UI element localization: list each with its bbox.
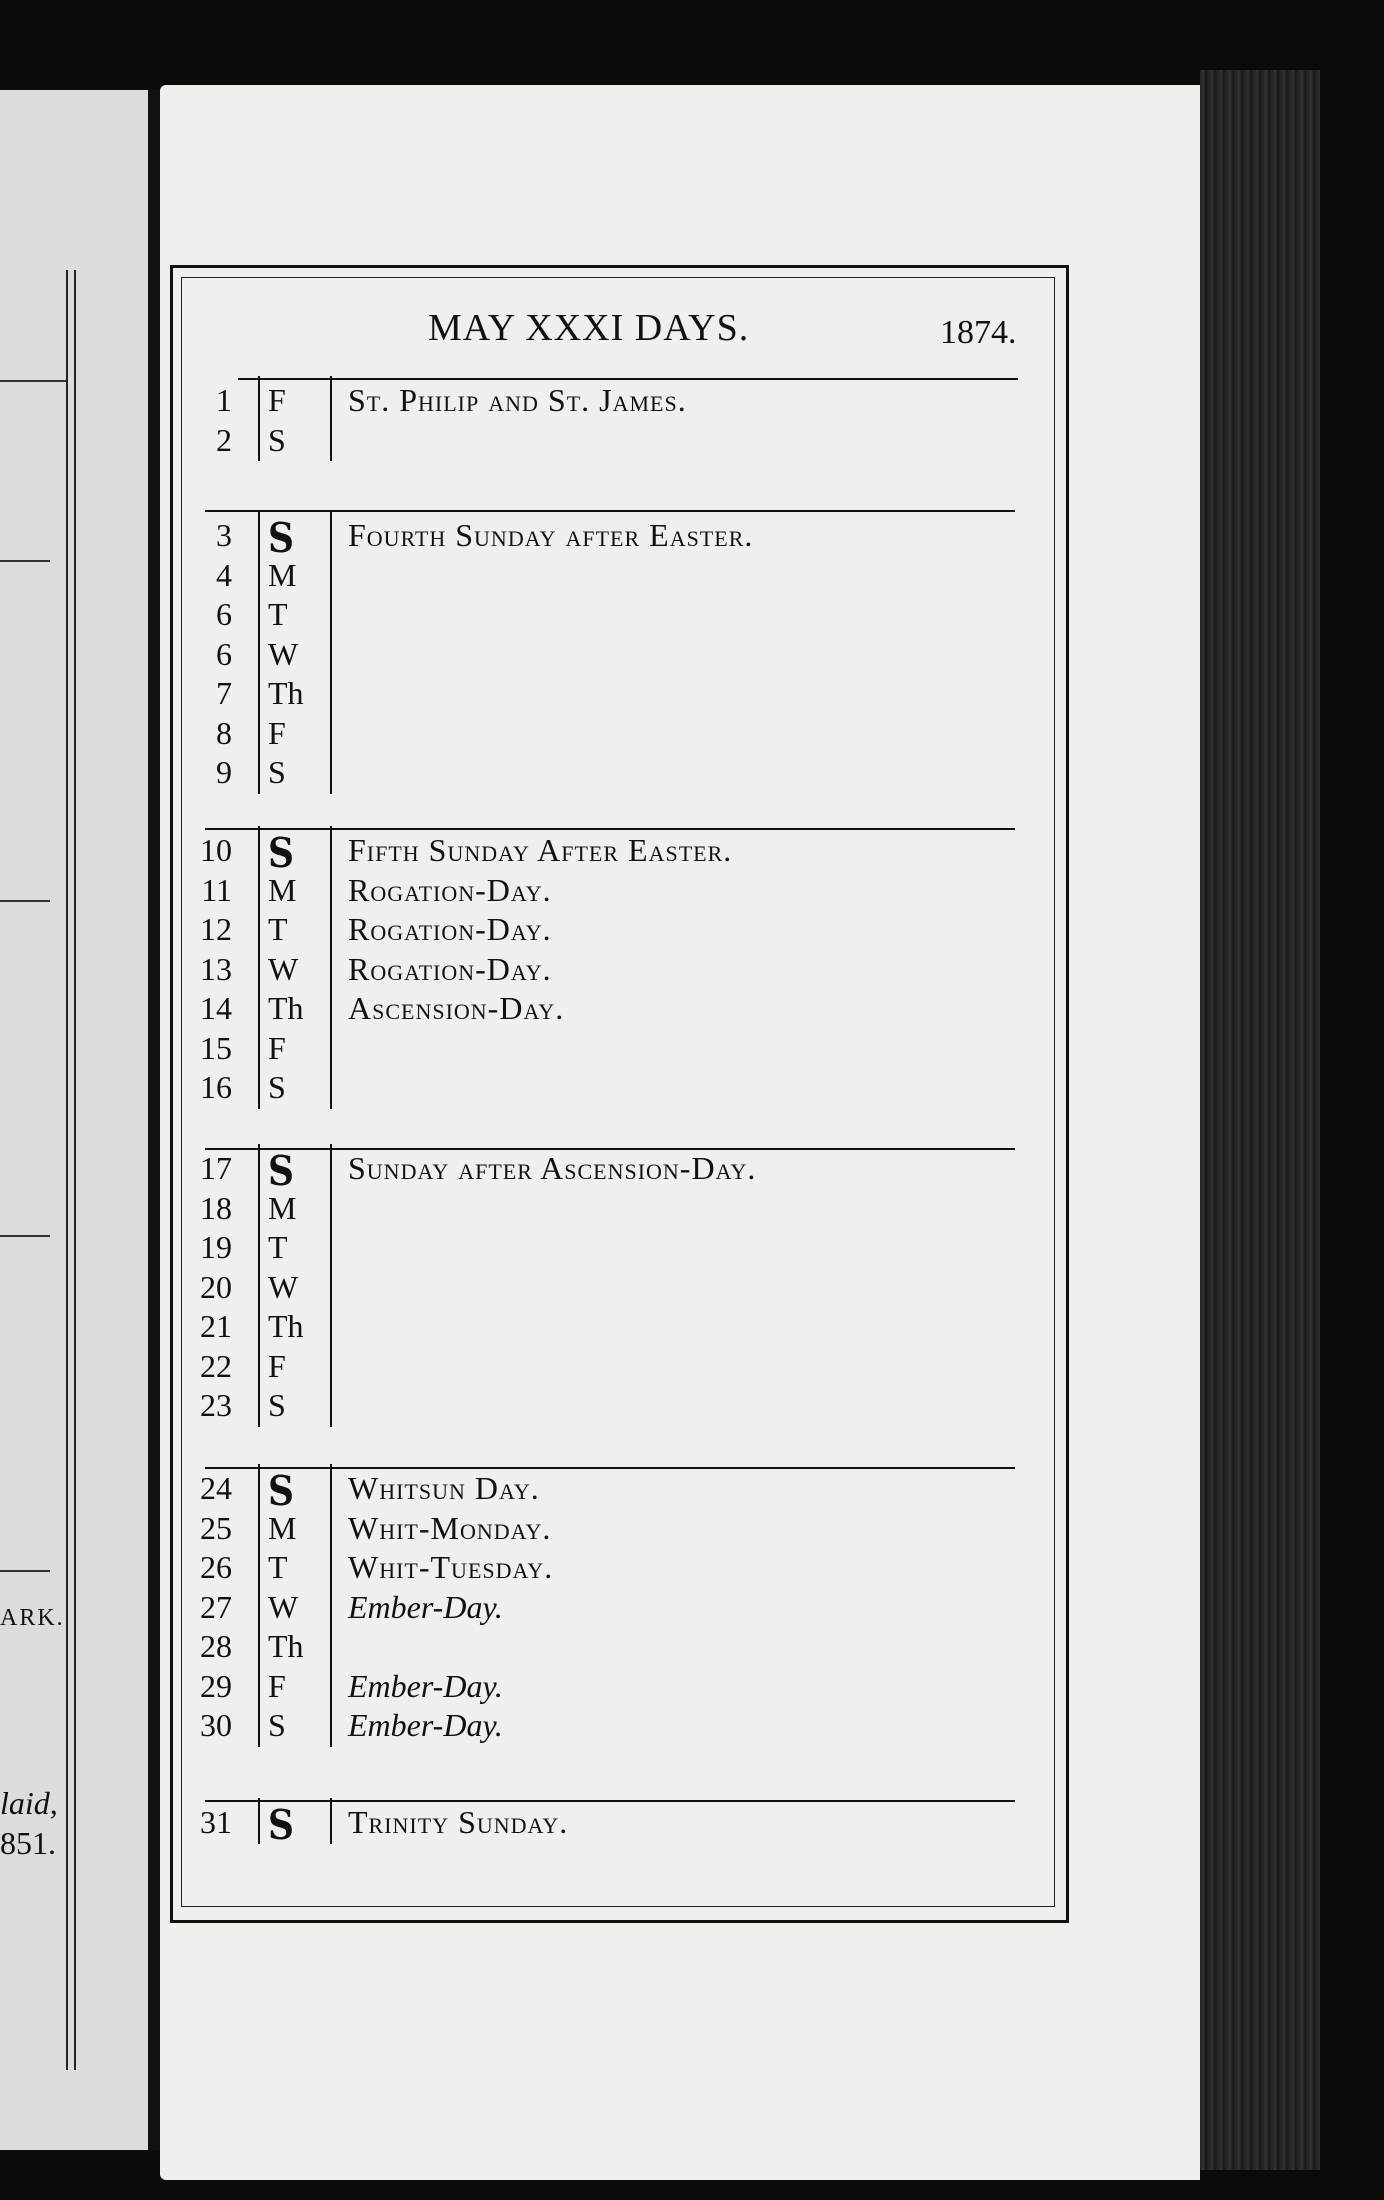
observance: Sunday after Ascension-Day. (348, 1150, 757, 1186)
day-number: 10 (200, 832, 232, 868)
day-letter: Th (268, 990, 304, 1026)
calendar-row (0, 1348, 1030, 1386)
calendar-row (0, 1466, 1030, 1516)
day-letter: S (268, 754, 286, 790)
day-letter: T (268, 1229, 288, 1265)
observance: Whit-Monday. (348, 1509, 552, 1546)
day-letter: F (268, 1347, 286, 1384)
calendar-row (0, 911, 1030, 949)
day-number: 15 (200, 1029, 232, 1066)
day-number: 17 (200, 1150, 232, 1186)
day-letter: F (268, 714, 286, 751)
day-number: 8 (216, 714, 232, 751)
day-letter: S (268, 1800, 294, 1850)
day-letter: M (268, 871, 297, 908)
calendar-row (0, 1707, 1030, 1745)
calendar-row (0, 1628, 1030, 1666)
day-letter: S (268, 513, 294, 563)
day-number: 6 (216, 635, 232, 672)
observance: Ember-Day. (348, 1588, 503, 1625)
day-letter: S (268, 1069, 286, 1105)
day-number: 24 (200, 1470, 232, 1506)
day-letter: Th (268, 675, 304, 711)
observance: St. Philip and St. James. (348, 382, 687, 418)
day-number: 19 (200, 1229, 232, 1265)
calendar-row (0, 513, 1030, 563)
day-letter: T (268, 596, 288, 632)
calendar-row (0, 1308, 1030, 1346)
day-number: 11 (201, 871, 232, 908)
day-number: 27 (200, 1588, 232, 1625)
day-letter: T (268, 911, 288, 947)
day-letter: M (268, 1509, 297, 1546)
header-rule (238, 378, 1018, 380)
observance: Ascension-Day. (348, 990, 565, 1026)
observance: Rogation-Day. (348, 871, 552, 908)
day-number: 18 (200, 1189, 232, 1226)
day-letter: S (268, 1387, 286, 1423)
week-divider (205, 510, 1015, 512)
calendar-row (0, 1510, 1030, 1548)
day-letter: F (268, 382, 286, 418)
calendar-row (0, 1146, 1030, 1196)
day-number: 29 (200, 1667, 232, 1704)
observance: Fourth Sunday after Easter. (348, 517, 754, 553)
calendar-row (0, 422, 1030, 460)
day-letter: F (268, 1029, 286, 1066)
day-letter: W (268, 1588, 299, 1625)
day-letter: M (268, 1189, 297, 1226)
day-letter: Th (268, 1308, 304, 1344)
day-number: 23 (200, 1387, 232, 1423)
day-letter: S (268, 828, 294, 878)
calendar-row (0, 828, 1030, 878)
page-title: MAY XXXI DAYS. (428, 307, 750, 349)
day-number: 26 (200, 1549, 232, 1585)
day-letter: S (268, 1146, 294, 1196)
observance: Ember-Day. (348, 1707, 503, 1743)
calendar-row (0, 596, 1030, 634)
day-number: 3 (216, 517, 232, 553)
calendar-row (0, 872, 1030, 910)
observance: Whitsun Day. (348, 1470, 540, 1506)
calendar-row (0, 1549, 1030, 1587)
calendar-row (0, 1589, 1030, 1627)
calendar-row (0, 1387, 1030, 1425)
day-number: 13 (200, 950, 232, 987)
day-number: 12 (200, 911, 232, 947)
calendar-row (0, 557, 1030, 595)
day-number: 7 (216, 675, 232, 711)
calendar-row (0, 754, 1030, 792)
day-letter: W (268, 635, 299, 672)
day-number: 9 (216, 754, 232, 790)
day-number: 6 (216, 596, 232, 632)
day-letter: S (268, 421, 286, 458)
calendar-row (0, 1069, 1030, 1107)
day-number: 14 (200, 990, 232, 1026)
day-number: 28 (200, 1628, 232, 1664)
calendar-row (0, 1668, 1030, 1706)
day-letter: S (268, 1466, 294, 1516)
observance: Ember-Day. (348, 1667, 503, 1704)
calendar-row (0, 1229, 1030, 1267)
day-letter: F (268, 1667, 286, 1704)
calendar-row (0, 1190, 1030, 1228)
page-year: 1874. (940, 314, 1017, 351)
calendar-row (0, 675, 1030, 713)
observance: Fifth Sunday After Easter. (348, 832, 733, 868)
observance: Whit-Tuesday. (348, 1549, 554, 1585)
day-number: 31 (200, 1804, 232, 1840)
day-letter: S (268, 1707, 286, 1743)
observance: Rogation-Day. (348, 950, 552, 987)
day-number: 20 (200, 1268, 232, 1305)
day-number: 21 (200, 1308, 232, 1344)
day-number: 1 (216, 382, 232, 418)
day-number: 4 (216, 556, 232, 593)
left-fragment: laid, (0, 1785, 58, 1821)
calendar-row (0, 382, 1030, 420)
day-letter: W (268, 950, 299, 987)
day-number: 30 (200, 1707, 232, 1743)
page-edges (1200, 70, 1320, 2170)
day-number: 2 (216, 421, 232, 458)
calendar-row (0, 1269, 1030, 1307)
day-letter: W (268, 1268, 299, 1305)
left-fragment: 851. (0, 1825, 56, 1861)
observance: Rogation-Day. (348, 911, 552, 947)
left-fragment: ARK. (0, 1605, 65, 1631)
day-letter: T (268, 1549, 288, 1585)
calendar-row (0, 1030, 1030, 1068)
observance: Trinity Sunday. (348, 1804, 569, 1840)
day-number: 16 (200, 1069, 232, 1105)
calendar-row (0, 951, 1030, 989)
day-number: 22 (200, 1347, 232, 1384)
day-number: 25 (200, 1509, 232, 1546)
calendar-row (0, 636, 1030, 674)
day-letter: Th (268, 1628, 304, 1664)
day-letter: M (268, 556, 297, 593)
calendar-row (0, 990, 1030, 1028)
calendar-row (0, 715, 1030, 753)
